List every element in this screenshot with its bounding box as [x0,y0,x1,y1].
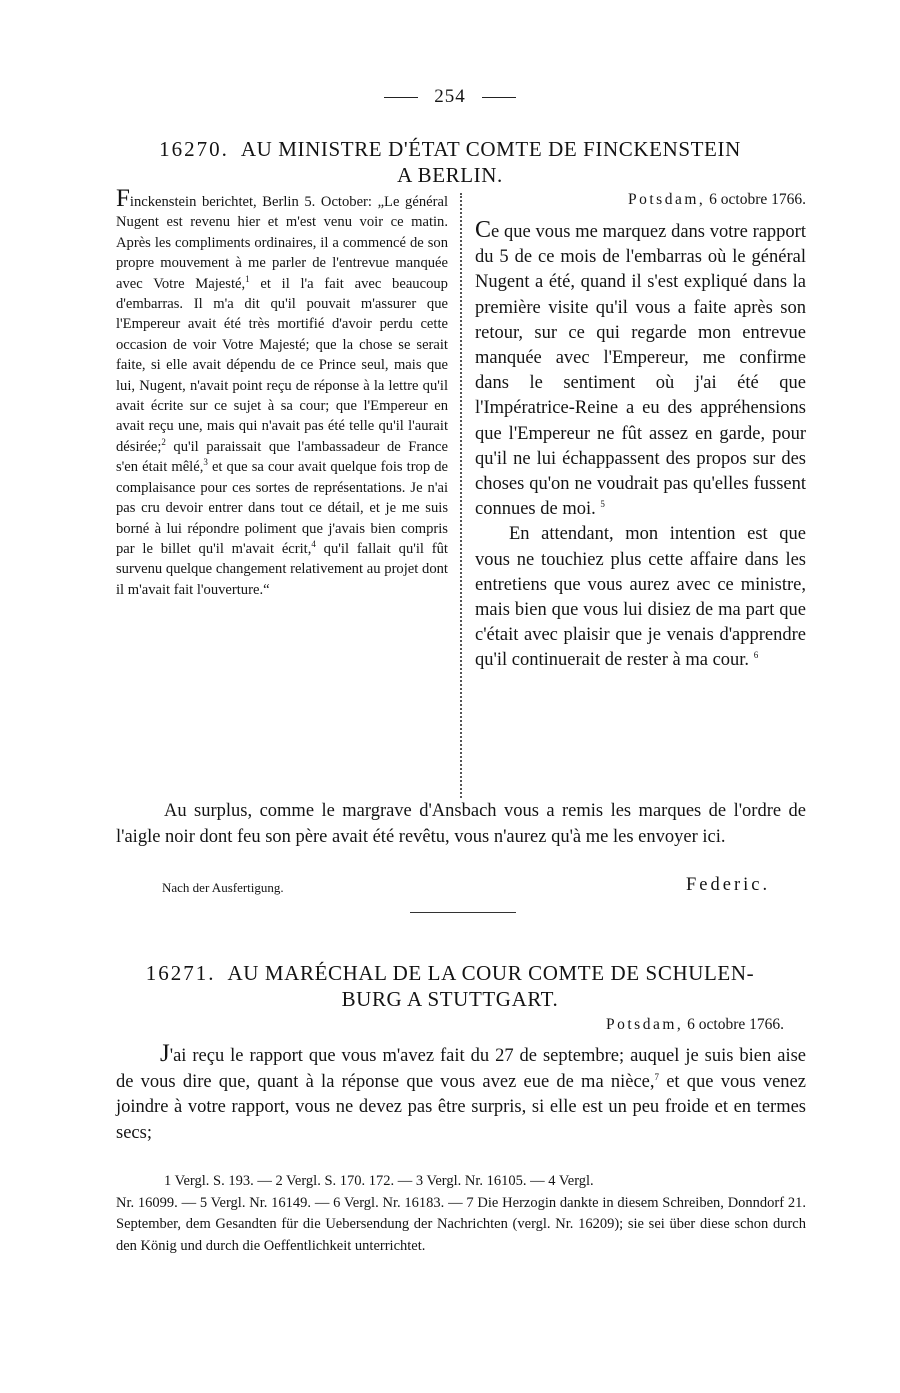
report-text: et que sa cour avait quelque fois trop de complaisance pour ces sortes de représentations. Je n'ai pas cru devoir entrer dans tout ce détail, et je me suis borné à lui répondre poliment que j'avais bien compris par le billet qu'il m'avait écrit, [116,459,448,557]
letter-number: 16270. [159,137,229,161]
letter-paragraph [475,218,806,522]
dateline-date: 6 octobre 1766. [683,1016,784,1033]
report-text: et il l'a fait avec beaucoup d'embarras. Il m'a dit qu'il pouvait m'assurer que l'Empereur avait été très mortifié d'avoir perdu cette occasion de voir Votre Majesté; que la chose se serait faite, si elle avait dépendu de ce Prince seul, mais que lui, Nugent, n'avait point reçu de réponse à la lettre qu'il avait écrite sur ce sujet à sa cour; que l'Empereur en avait reçu une, mais qui n'avait pas été telle qu'il l'aurait désirée; [116,275,448,455]
letter-title-line1: AU MINISTRE D'ÉTAT COMTE DE FINCKENSTEIN [240,137,741,161]
footnotes [116,1171,806,1257]
paragraph-text: Au surplus, comme le margrave d'Ansbach vous a remis les marques de l'ordre de l'aigle noir dont feu son père avait été revêtu, vous n'aurez qu'à me les envoyer ici. [116,801,806,847]
footnote-ref: 5 [600,499,605,510]
page-number-line [0,86,900,108]
letter-title-line2: A BERLIN. [397,163,503,187]
paragraph-initial: C [475,217,492,243]
footnote-ref: 6 [753,650,759,661]
letter-title-line2: BURG A STUTTGART. [341,987,559,1011]
letter-paragraph [475,522,806,673]
report-text: qu'il fallait qu'il fût survenu quelque changement relativement au projet dont il m'avait fait l'ouverture.“ [116,540,448,598]
letter-title-line1: AU MARÉCHAL DE LA COUR COMTE DE SCHULEN- [227,961,755,985]
report-text: inckenstein berichtet, Berlin 5. October: „Le général Nugent est revenu hier et m'est venu voir ce matin. Après les compliments ordinaires, il a commencé de son propre mouvement à me parler de l'entrevue manquée avec Votre Majesté, [116,194,448,292]
footnote-ref: 3 [203,457,208,468]
letter-dateline [475,190,806,210]
footnote-ref: 1 [245,273,250,284]
paragraph-text: En attendant, mon intention est que vous ne touchiez plus cette affaire dans les entretiens que vous aurez avec ce ministre, mais bien que vous lui disiez de ma part que c'était avec plaisir que je venais d'apprendre qu'il continuerait de rester à ma cour. [475,524,806,671]
footnote-line: 1 Vergl. S. 193. — 2 Vergl. S. 170. 172. — 3 Vergl. Nr. 16105. — 4 Vergl. [164,1173,594,1189]
letter-number: 16271. [145,961,216,985]
letter-paragraph [116,799,806,850]
paragraph-text: e que vous me marquez dans votre rapport du 5 de ce mois de l'embarras où le général Nugent a été, quand il s'est expliqué dans la première visite qu'il vous a faite après son retour, sur ce qui regarde mon entrevue manquée avec l'Empereur, me confirme dans le sentiment où j'ai été que l'Impératrice-Reine a eu des appréhensions que l'Empereur ne fût assez en garde, pour qu'il ne lui échappassent des propos sur des choses qu'on ne voudrait pas qu'elles fussent connues de moi. [475,222,806,520]
source-note: Nach der Ausfertigung. [162,880,284,895]
letter-heading [112,960,788,1012]
section-separator [410,912,516,913]
dateline-date: 6 octobre 1766. [705,191,806,208]
column-divider [460,193,462,798]
signature: Federic. [686,875,771,895]
page-number-dash-right [482,97,516,98]
letter-body-column [475,190,806,674]
letter-paragraph [116,1041,806,1146]
letter-heading [112,136,788,188]
page-number: 254 [434,86,466,107]
report-text: qu'il paraissait que l'ambassadeur de France s'en était mêlé, [116,438,448,476]
dateline-place: Potsdam, [605,1016,684,1033]
letter-dateline [460,1016,784,1034]
paragraph-initial: J [160,1040,170,1067]
footnote-ref: 4 [311,539,316,550]
page-number-dash-left [384,97,418,98]
footnote-ref: 7 [654,1071,660,1082]
paragraph-text: et que vous venez joindre à votre rapport, vous ne devez pas être surpris, si elle est un peu froide et en termes secs; [116,1071,806,1143]
dateline-place: Potsdam, [627,191,706,208]
footnote-ref: 2 [161,437,166,448]
paragraph-text: 'ai reçu le rapport que vous m'avez fait du 27 de septembre; auquel je suis bien aise de vous dire que, quant à la réponse que vous avez eue de ma nièce, [116,1046,806,1092]
footnote-line: Nr. 16099. — 5 Vergl. Nr. 16149. — 6 Vergl. Nr. 16183. — 7 Die Herzogin dankte in diesem Schreiben, Donndorf 21. September, dem Gesandten für die Uebersendung der Nachrichten (vergl. Nr. 16209); sie sei über diese schon durch den König und durch die Oeffentlichkeit unterrichtet. [116,1194,806,1254]
report-initial: F [116,185,130,212]
report-summary-column [116,185,448,600]
